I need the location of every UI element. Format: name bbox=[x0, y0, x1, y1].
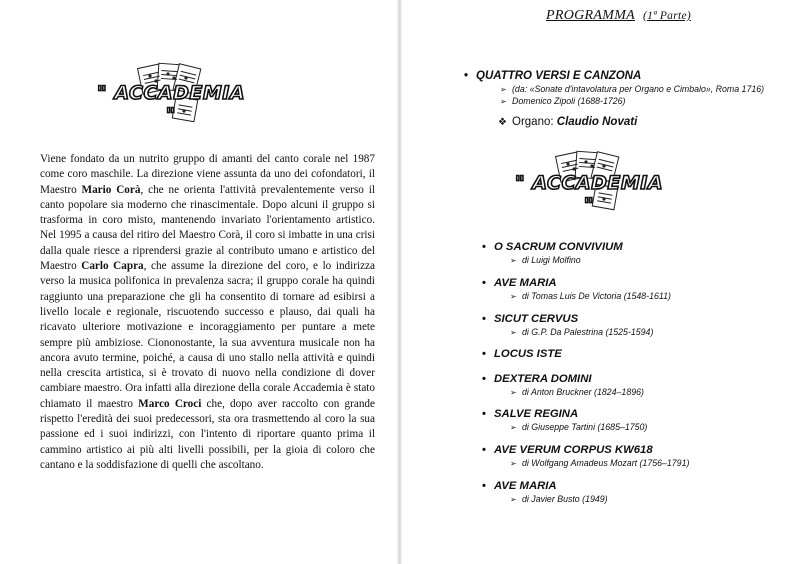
right-page bbox=[398, 0, 800, 564]
opening-piece bbox=[464, 69, 794, 130]
piece-composer: di Wolfgang Amadeus Mozart (1756–1791) bbox=[522, 458, 690, 469]
program-list bbox=[482, 240, 782, 515]
director-name: Carlo Capra bbox=[81, 260, 144, 273]
piece-composer: di G.P. Da Palestrina (1525-1594) bbox=[522, 326, 654, 337]
piece-title: AVE VERUM CORPUS KW618 bbox=[494, 444, 653, 457]
choir-history-paragraph bbox=[40, 152, 375, 473]
piece-composer: di Javier Busto (1949) bbox=[522, 494, 608, 505]
piece-composer: di Tomas Luis De Victoria (1548-1611) bbox=[522, 290, 671, 301]
program-title-text: PROGRAMMA bbox=[546, 8, 636, 23]
program-item bbox=[482, 407, 782, 434]
program-item bbox=[482, 372, 782, 399]
program-item bbox=[482, 240, 782, 267]
piece-title: AVE MARIA bbox=[494, 276, 557, 289]
choir-history-text bbox=[40, 152, 375, 473]
history-text-run: , che assume la direzione del coro, e lo indirizza verso la musica polifonica in prevalenza sacra; il gruppo corale ha quindi raggiunto una preparazione che gli ha consentito di tornare ad esibirsi a livello locale e regionale, riscuotendo successo e plauso, dai quali ha ricavato ulteriore motivazione e incoraggiamento per puntare a mete sempre più ambiziose. Ciononostante, la sua avventura musicale non ha ancora avuto termine, poiché, a causa di uno stallo nella attività e quindi nella crescita artistica, si è trovato di nuovo nella condizione di dover cambiare maestro. Ora infatti alla direzione della corale Accademia è stato chiamato il maestro bbox=[40, 260, 375, 410]
history-text-run: Viene fondato da un nutrito gruppo di amanti del canto corale nel 1987 come coro maschile. La direzione viene assunta da uno dei cofondatori, il Maestro bbox=[40, 153, 375, 196]
bullet-icon: • bbox=[482, 348, 486, 361]
organist-name: Claudio Novati bbox=[556, 116, 638, 128]
logo-text: " ACCADEMIA " bbox=[96, 82, 246, 126]
arrow-icon: ➢ bbox=[510, 459, 517, 469]
bullet-icon: • bbox=[482, 408, 486, 421]
piece-title: SICUT CERVUS bbox=[494, 312, 579, 325]
program-title bbox=[546, 8, 691, 24]
director-name: Marco Croci bbox=[138, 397, 202, 410]
arrow-icon: ➢ bbox=[510, 495, 517, 505]
opening-piece-title: QUATTRO VERSI E CANZONA bbox=[476, 70, 642, 82]
accademia-logo bbox=[96, 62, 246, 126]
piece-title: SALVE REGINA bbox=[494, 408, 579, 421]
piece-composer: di Giuseppe Tartini (1685–1750) bbox=[522, 422, 648, 433]
logo-text: " ACCADEMIA " bbox=[514, 172, 664, 216]
diamond-bullet-icon: ❖ bbox=[498, 117, 507, 128]
program-item bbox=[482, 276, 782, 303]
bullet-icon: • bbox=[482, 312, 486, 325]
piece-composer: di Luigi Molfino bbox=[522, 255, 581, 265]
opening-piece-composer: Domenico Zipoli (1688-1726) bbox=[512, 95, 626, 106]
director-name: Mario Corà bbox=[81, 183, 141, 196]
piece-title: O SACRUM CONVIVIUM bbox=[494, 241, 623, 253]
history-text-run: che, dopo aver raccolto con grande rispetto l'eredità dei suoi predecessori, sta ora trasmettendo al coro la sua passione ed i suoi indirizzi, con l'intento di riportare quanto prima il cammino artistico ai più alti livelli possibili, per la gioia di coloro che cantano e la soddisfazione di quelli che ascoltano. bbox=[40, 397, 375, 471]
arrow-icon: ➢ bbox=[510, 327, 517, 337]
piece-title: DEXTERA DOMINI bbox=[494, 372, 592, 385]
organ-label: Organo: bbox=[512, 116, 554, 128]
program-item bbox=[482, 479, 782, 506]
arrow-icon: ➢ bbox=[510, 423, 517, 433]
opening-piece-source: (da: «Sonate d'intavolatura per Organo e Cimbalo», Roma 1716) bbox=[512, 84, 765, 94]
accademia-logo-right bbox=[514, 148, 664, 216]
history-text-run: , che ne orienta l'attività prevalentemente verso il canto popolare sia moderno che rinascimentale. Dopo alcuni il gruppo si trasforma in coro misto, mantenendo invariato l'orientamento artistico. Nel 1995 a causa del ritiro del Maestro Corà, il coro si imbatte in una crisi dalla quale riesce a riprendersi grazie al contributo umano e artistico del Maestro bbox=[40, 183, 375, 273]
bullet-icon: • bbox=[482, 444, 486, 457]
program-item bbox=[482, 443, 782, 470]
piece-title: AVE MARIA bbox=[494, 480, 557, 493]
bullet-icon: • bbox=[482, 276, 486, 289]
left-page bbox=[0, 0, 398, 564]
organ-credit bbox=[464, 115, 794, 130]
arrow-icon: ➢ bbox=[500, 96, 507, 106]
arrow-icon: ➢ bbox=[500, 85, 507, 94]
program-item bbox=[482, 312, 782, 339]
arrow-icon: ➢ bbox=[510, 291, 517, 301]
piece-composer: di Anton Bruckner (1824–1896) bbox=[522, 386, 644, 397]
program-part-label: (1ª Parte) bbox=[643, 10, 692, 22]
program-item bbox=[482, 347, 782, 362]
bullet-icon: • bbox=[482, 372, 486, 385]
bullet-icon: • bbox=[482, 241, 486, 253]
piece-title: LOCUS ISTE bbox=[494, 348, 562, 361]
bullet-icon: • bbox=[482, 480, 486, 493]
bullet-icon: • bbox=[464, 70, 469, 82]
arrow-icon: ➢ bbox=[510, 387, 517, 397]
arrow-icon: ➢ bbox=[510, 256, 517, 265]
